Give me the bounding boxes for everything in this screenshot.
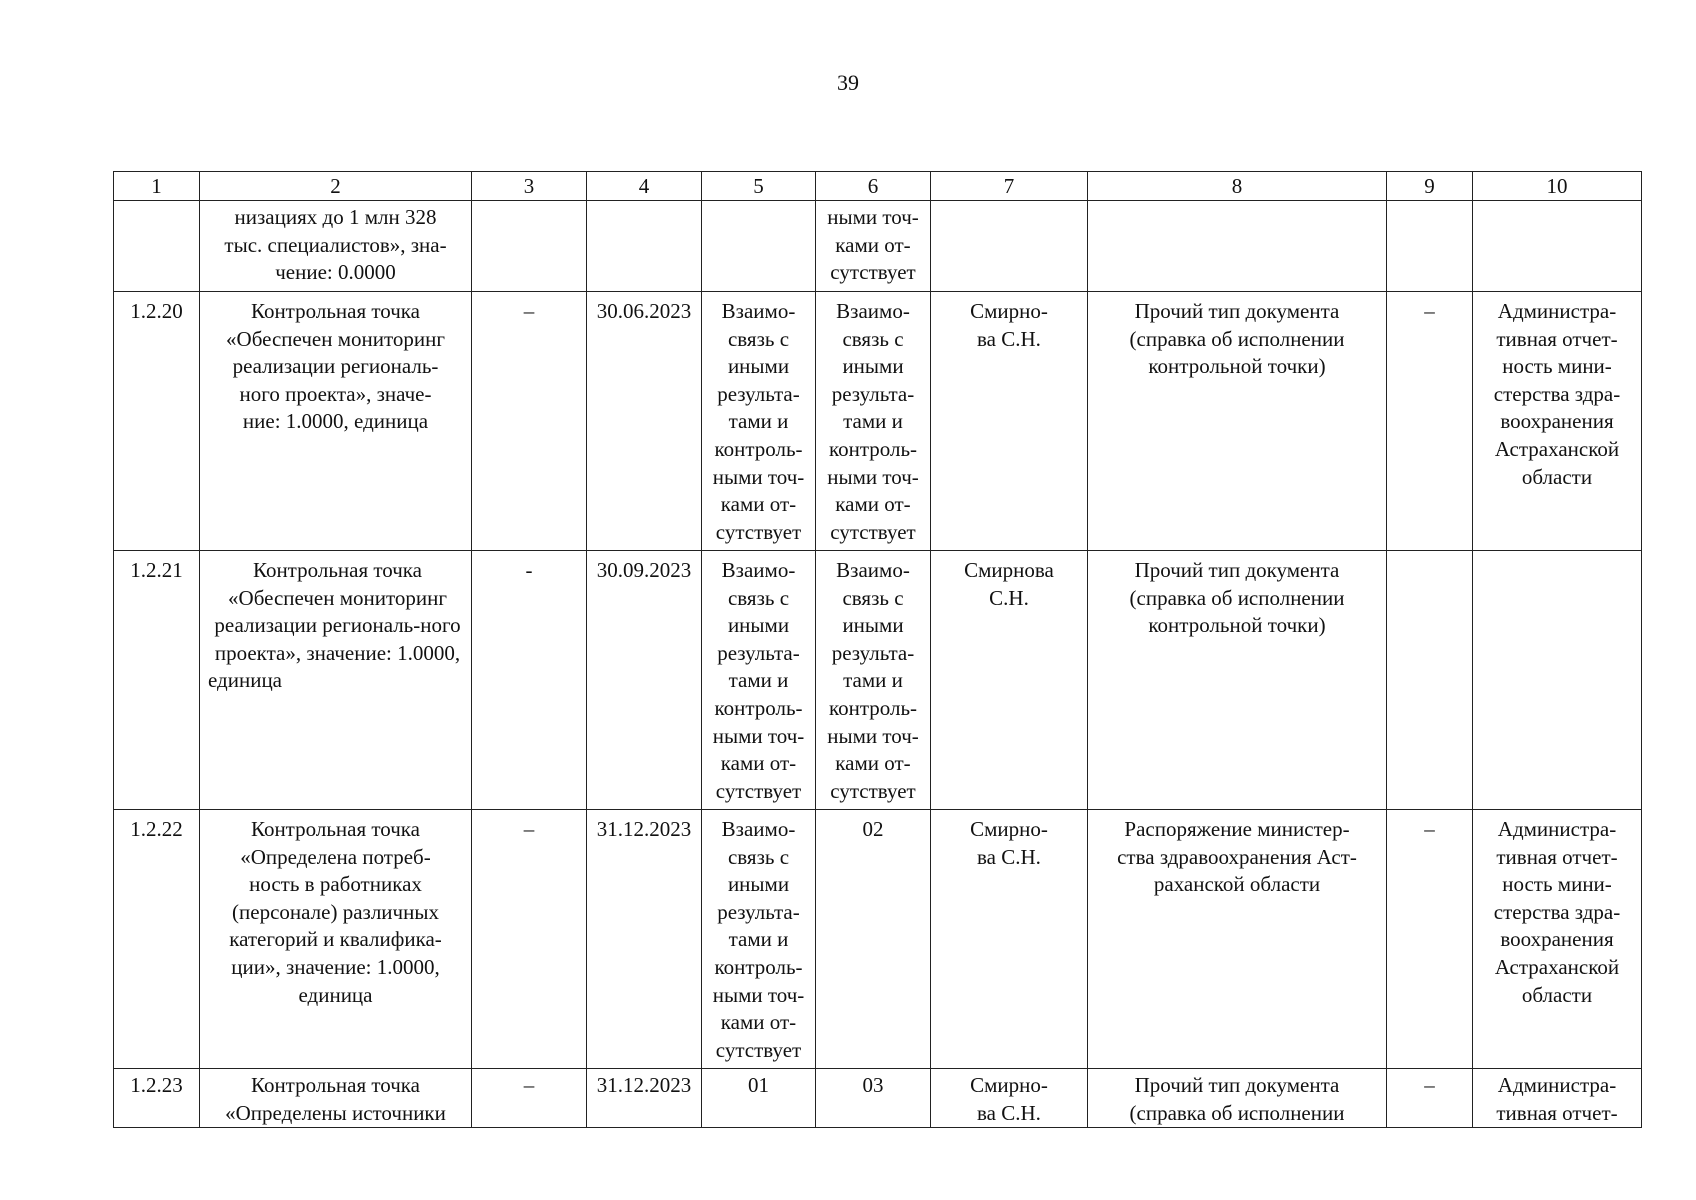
responsible-cell: Смирно- ва С.Н. bbox=[931, 292, 1088, 551]
table-cell: ными точ- ками от- сутствует bbox=[816, 201, 931, 292]
table-cell: – bbox=[472, 1069, 587, 1128]
table-cell: Взаимо- связь с иными результа- тами и контроль- ными точ- ками от- сутствует bbox=[816, 551, 931, 810]
table-cell: – bbox=[1387, 292, 1473, 551]
column-header: 2 bbox=[200, 172, 472, 201]
column-header: 7 bbox=[931, 172, 1088, 201]
table-cell: Взаимо- связь с иными результа- тами и контроль- ными точ- ками от- сутствует bbox=[702, 292, 816, 551]
table-cell bbox=[472, 201, 587, 292]
page-number: 39 bbox=[837, 70, 859, 95]
source-cell: Администра- тивная отчет- bbox=[1473, 1069, 1642, 1128]
source-cell bbox=[1473, 201, 1642, 292]
column-header: 9 bbox=[1387, 172, 1473, 201]
table-row bbox=[114, 810, 1642, 1069]
table-row bbox=[114, 201, 1642, 292]
source-cell: Администра- тивная отчет- ность мини- стерства здра- воохранения Астраханской области bbox=[1473, 292, 1642, 551]
column-header: 6 bbox=[816, 172, 931, 201]
header-row bbox=[114, 172, 1642, 201]
table-row bbox=[114, 551, 1642, 810]
column-header: 1 bbox=[114, 172, 200, 201]
table-cell: – bbox=[1387, 1069, 1473, 1128]
column-header: 5 bbox=[702, 172, 816, 201]
date-cell: 30.09.2023 bbox=[587, 551, 702, 810]
table-cell: 02 bbox=[816, 810, 931, 1069]
table-row bbox=[114, 1069, 1642, 1128]
column-header: 8 bbox=[1088, 172, 1387, 201]
table-cell bbox=[1387, 201, 1473, 292]
table-cell bbox=[702, 201, 816, 292]
column-header: 4 bbox=[587, 172, 702, 201]
table-cell: 01 bbox=[702, 1069, 816, 1128]
date-cell bbox=[587, 201, 702, 292]
name-cell: Контрольная точка «Обеспечен мониторинг реализации региональ- ного проекта», значе- ние: 1.0000, единица bbox=[200, 292, 472, 551]
document-type-cell: Прочий тип документа (справка об исполнении bbox=[1088, 1069, 1387, 1128]
table-cell: – bbox=[472, 292, 587, 551]
responsible-cell: Смирно- ва С.Н. bbox=[931, 1069, 1088, 1128]
responsible-cell bbox=[931, 201, 1088, 292]
name-cell: Контрольная точка «Обеспечен мониторинг реализации региональ-ного проекта», значение: 1.0000, единица bbox=[200, 551, 472, 810]
name-cell: Контрольная точка «Определены источники bbox=[200, 1069, 472, 1128]
table-cell: 03 bbox=[816, 1069, 931, 1128]
table-cell: - bbox=[472, 551, 587, 810]
date-cell: 31.12.2023 bbox=[587, 1069, 702, 1128]
row-number-cell: 1.2.20 bbox=[114, 292, 200, 551]
table-cell: Взаимо- связь с иными результа- тами и контроль- ными точ- ками от- сутствует bbox=[816, 292, 931, 551]
date-cell: 30.06.2023 bbox=[587, 292, 702, 551]
row-number-cell: 1.2.21 bbox=[114, 551, 200, 810]
table-cell: – bbox=[1387, 810, 1473, 1069]
name-cell: Контрольная точка «Определена потреб- ность в работниках (персонале) различных категорий и квалифика- ции», значение: 1.0000, единица bbox=[200, 810, 472, 1069]
control-points-table bbox=[113, 171, 1642, 1128]
table-cell bbox=[1387, 551, 1473, 810]
document-type-cell: Прочий тип документа (справка об исполнении контрольной точки) bbox=[1088, 292, 1387, 551]
row-number-cell: 1.2.22 bbox=[114, 810, 200, 1069]
table-cell: – bbox=[472, 810, 587, 1069]
date-cell: 31.12.2023 bbox=[587, 810, 702, 1069]
responsible-cell: Смирнова С.Н. bbox=[931, 551, 1088, 810]
responsible-cell: Смирно- ва С.Н. bbox=[931, 810, 1088, 1069]
row-number-cell: 1.2.23 bbox=[114, 1069, 200, 1128]
document-type-cell: Распоряжение министер- ства здравоохранения Аст- раханской области bbox=[1088, 810, 1387, 1069]
document-type-cell bbox=[1088, 201, 1387, 292]
table-row bbox=[114, 292, 1642, 551]
column-header: 10 bbox=[1473, 172, 1642, 201]
table-cell: Взаимо- связь с иными результа- тами и контроль- ными точ- ками от- сутствует bbox=[702, 810, 816, 1069]
source-cell bbox=[1473, 551, 1642, 810]
document-type-cell: Прочий тип документа (справка об исполнении контрольной точки) bbox=[1088, 551, 1387, 810]
table-cell: Взаимо- связь с иными результа- тами и контроль- ными точ- ками от- сутствует bbox=[702, 551, 816, 810]
name-cell: низациях до 1 млн 328 тыс. специалистов», зна- чение: 0.0000 bbox=[200, 201, 472, 292]
column-header: 3 bbox=[472, 172, 587, 201]
row-number-cell bbox=[114, 201, 200, 292]
source-cell: Администра- тивная отчет- ность мини- стерства здра- воохранения Астраханской области bbox=[1473, 810, 1642, 1069]
